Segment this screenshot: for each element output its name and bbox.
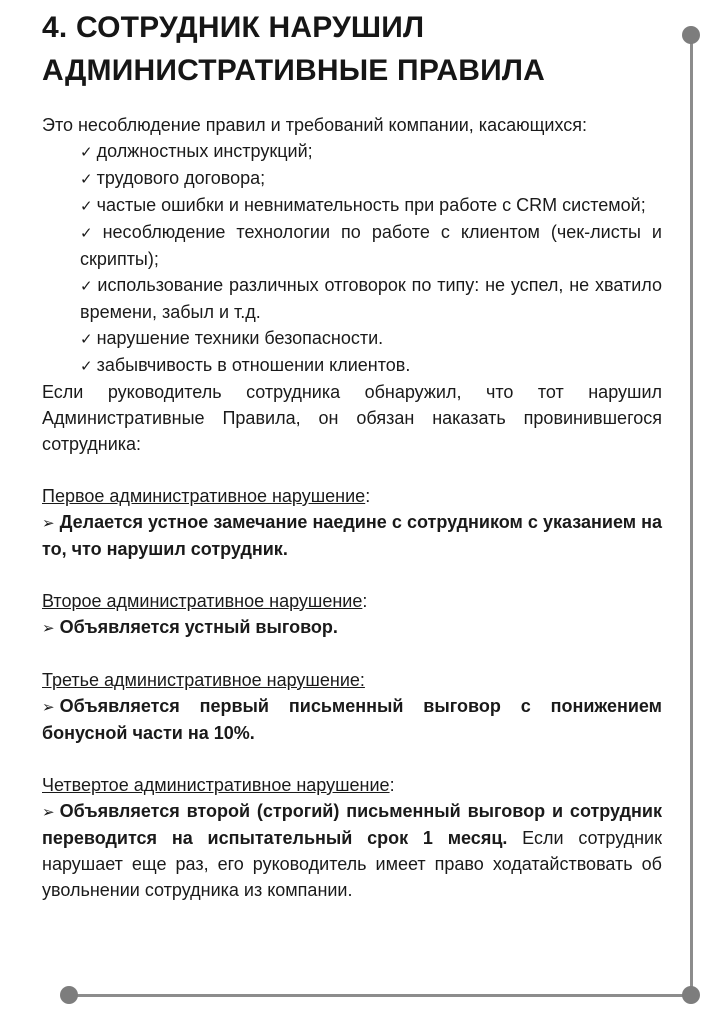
manager-duty-text: Если руководитель сотрудника обнаружил, что тот нарушил Административные Правила, он обязан наказать провинившегося сотрудника: — [42, 382, 662, 454]
arrow-bullet-icon: ➢ — [42, 698, 55, 716]
violation-heading: Первое административное нарушение — [42, 486, 366, 506]
title-line-2: АДМИНИСТРАТИВНЫЕ ПРАВИЛА — [42, 54, 545, 87]
arrow-bullet-icon: ➢ — [42, 514, 55, 532]
violation-block — [42, 667, 662, 746]
checklist-item: ✓ трудового договора; — [80, 168, 266, 188]
document-content — [42, 6, 662, 903]
checklist-item: ✓ частые ошибки и невнимательность при работе с CRM системой; — [80, 195, 646, 215]
arrow-bullet-icon: ➢ — [42, 619, 55, 637]
requirements-checklist — [42, 138, 662, 379]
checklist-item: ✓ несоблюдение технологии по работе с клиентом (чек-листы и скрипты); — [80, 222, 662, 269]
check-icon: ✓ — [80, 143, 93, 161]
check-icon: ✓ — [80, 330, 93, 348]
violation-heading: Второе административное нарушение — [42, 591, 363, 611]
page-frame-vertical-line — [690, 34, 693, 994]
violation-penalty: Объявляется устный выговор. — [59, 617, 338, 637]
violation-penalty: Объявляется второй (строгий) письменный выговор и сотрудник переводится на испытательный срок 1 месяц. — [42, 801, 662, 848]
arrow-bullet-icon: ➢ — [42, 803, 55, 821]
title-line-1: 4. СОТРУДНИК НАРУШИЛ — [42, 11, 425, 44]
section-title — [42, 6, 662, 92]
violation-block: Четвертое административное нарушение: ➢ Объявляется второй (строгий) письменный выговор и сотрудник переводится на испытательный срок 1 месяц. Если сотрудник нарушает еще раз, его руководитель имеет право ходатайствовать об увольнении сотрудника из компании. — [42, 775, 662, 900]
check-icon: ✓ — [80, 277, 94, 295]
frame-dot-bottom-left — [60, 986, 78, 1004]
violation-penalty: Объявляется первый письменный выговор с понижением бонусной части на 10%. — [42, 696, 662, 743]
frame-dot-bottom-right — [682, 986, 700, 1004]
violation-block: Первое административное нарушение: ➢ Делается устное замечание наедине с сотрудником с указанием на то, что нарушил сотрудник. — [42, 486, 662, 559]
violation-heading: Третье административное нарушение: — [42, 670, 365, 690]
violation-penalty: Делается устное замечание наедине с сотрудником с указанием на то, что нарушил сотрудник. — [42, 512, 662, 559]
checklist-item: ✓ должностных инструкций; — [80, 141, 313, 161]
check-icon: ✓ — [80, 357, 93, 375]
check-icon: ✓ — [80, 224, 99, 242]
violation-heading: Четвертое административное нарушение — [42, 775, 390, 795]
check-icon: ✓ — [80, 170, 93, 188]
violation-block: Второе административное нарушение: ➢ Объявляется устный выговор. — [42, 591, 368, 637]
violation-consequence: Если сотрудник нарушает еще раз, его руководитель имеет право ходатайствовать об увольнении сотрудника из компании. — [42, 828, 662, 900]
check-icon: ✓ — [80, 197, 93, 215]
checklist-item: ✓ забывчивость в отношении клиентов. — [80, 355, 411, 375]
checklist-item: ✓ использование различных отговорок по типу: не успел, не хватило времени, забыл и т.д. — [80, 275, 662, 322]
frame-dot-top-right — [682, 26, 700, 44]
intro-text: Это несоблюдение правил и требований компании, касающихся: — [42, 115, 588, 135]
page-frame-bottom-line — [68, 994, 693, 997]
checklist-item: ✓ нарушение техники безопасности. — [80, 328, 384, 348]
